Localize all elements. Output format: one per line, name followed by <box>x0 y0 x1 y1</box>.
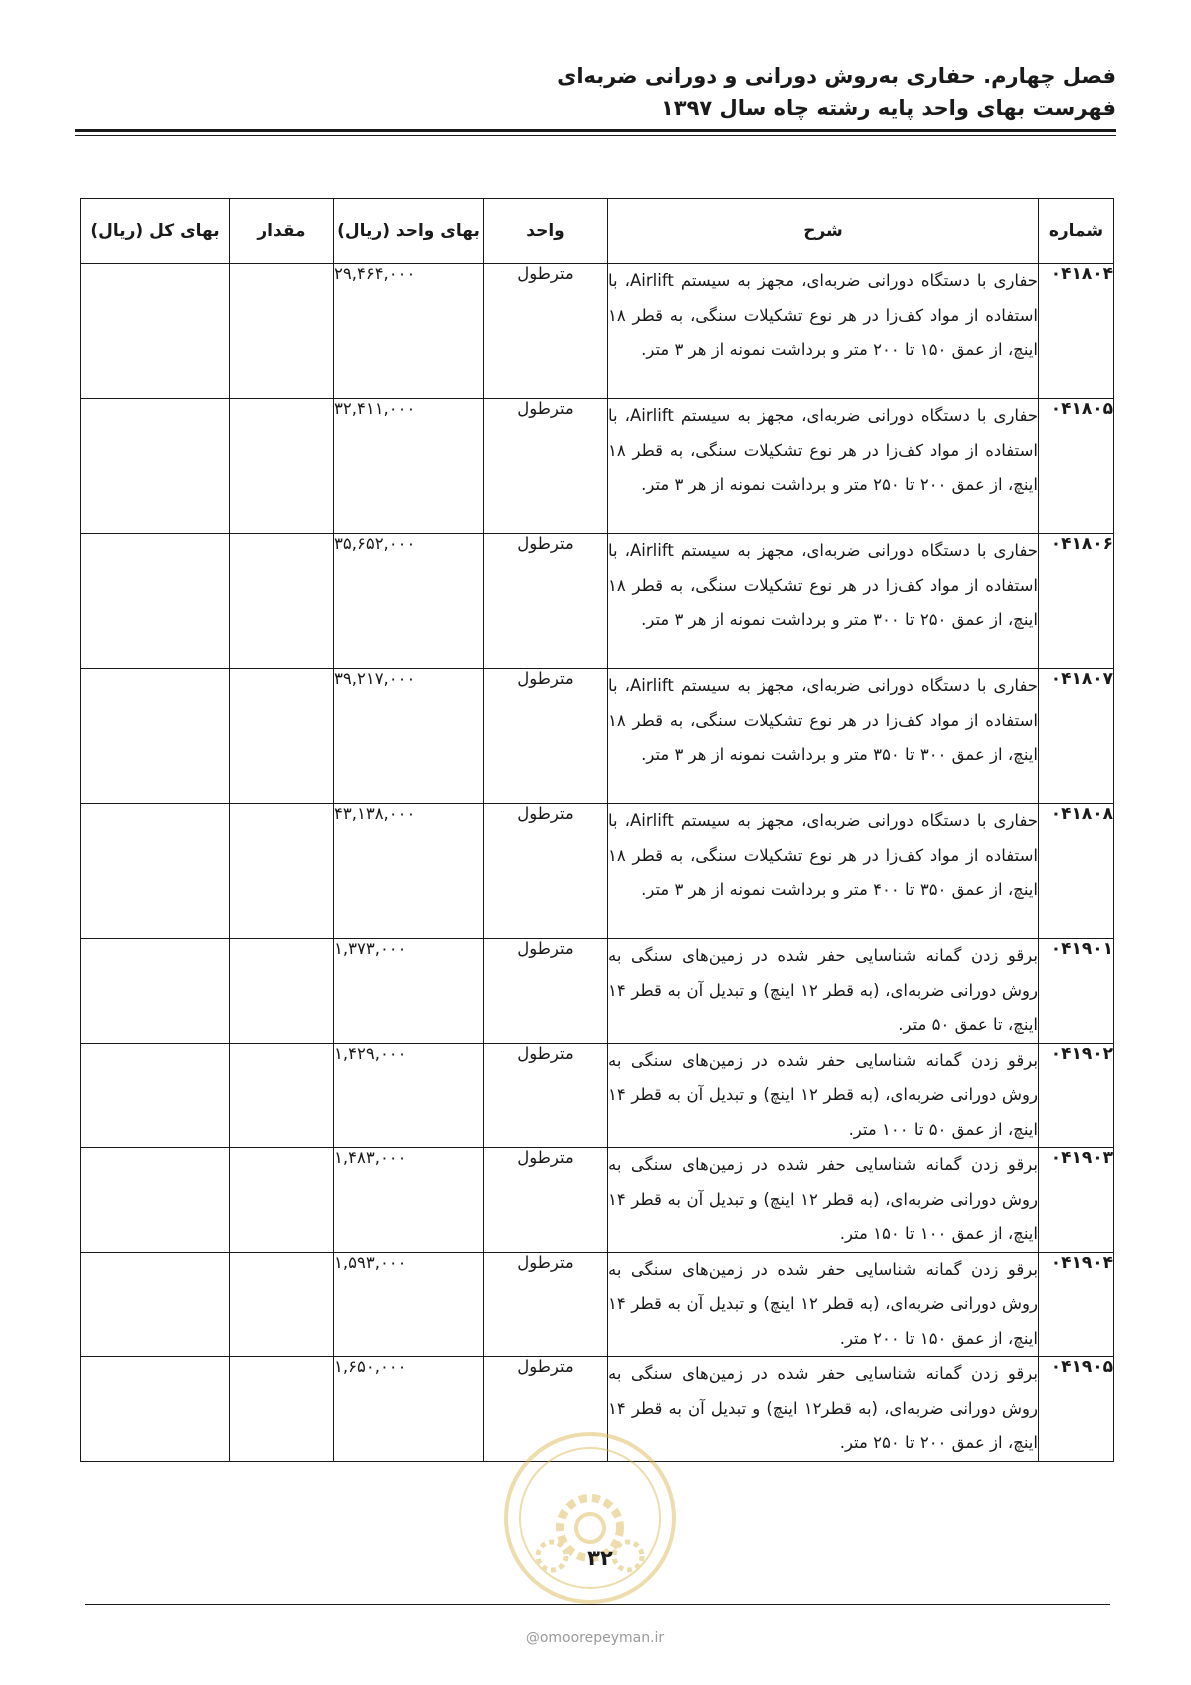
table-row <box>81 939 1114 1044</box>
item-unit: مترطول <box>484 669 608 804</box>
item-number: ۰۴۱۸۰۷ <box>1039 669 1114 804</box>
item-description: برقو زدن گمانه شناسایی حفر شده در زمین‌های سنگی به روش دورانی ضربه‌ای، (به قطر ۱۲ اینچ) و تبدیل آن به قطر ۱۴ اینچ، از عمق ۱۵۰ تا ۲۰۰ متر. <box>608 1252 1039 1357</box>
item-unit: مترطول <box>484 1148 608 1253</box>
table-row <box>81 399 1114 534</box>
item-unit: مترطول <box>484 399 608 534</box>
list-title: فهرست بهای واحد پایه رشته چاه سال ۱۳۹۷ <box>660 96 1116 120</box>
item-unit-price: ۱,۵۹۳,۰۰۰ <box>334 1252 484 1357</box>
item-number: ۰۴۱۹۰۲ <box>1039 1043 1114 1148</box>
item-description: حفاری با دستگاه دورانی ضربه‌ای، مجهز به سیستم Airlift، با استفاده از مواد کف‌زا در هر نوع تشکیلات سنگی، به قطر ۱۸ اینچ، از عمق ۳۰۰ تا ۳۵۰ متر و برداشت نمونه از هر ۳ متر. <box>608 669 1039 804</box>
item-unit-price: ۱,۶۵۰,۰۰۰ <box>334 1357 484 1462</box>
table-row <box>81 1357 1114 1462</box>
column-header-unit-price: بهای واحد (ریال) <box>334 199 484 264</box>
item-total-cell <box>81 1043 230 1148</box>
item-quantity-cell <box>230 1148 334 1253</box>
item-total-cell <box>81 804 230 939</box>
item-quantity-cell <box>230 399 334 534</box>
item-description: حفاری با دستگاه دورانی ضربه‌ای، مجهز به سیستم Airlift، با استفاده از مواد کف‌زا در هر نوع تشکیلات سنگی، به قطر ۱۸ اینچ، از عمق ۱۵۰ تا ۲۰۰ متر و برداشت نمونه از هر ۳ متر. <box>608 264 1039 399</box>
table-row <box>81 1252 1114 1357</box>
item-number: ۰۴۱۹۰۴ <box>1039 1252 1114 1357</box>
table-row <box>81 804 1114 939</box>
item-total-cell <box>81 1252 230 1357</box>
item-description: برقو زدن گمانه شناسایی حفر شده در زمین‌های سنگی به روش دورانی ضربه‌ای، (به قطر ۱۲ اینچ) و تبدیل آن به قطر ۱۴ اینچ، از عمق ۱۰۰ تا ۱۵۰ متر. <box>608 1148 1039 1253</box>
item-quantity-cell <box>230 804 334 939</box>
item-quantity-cell <box>230 1043 334 1148</box>
item-unit-price: ۳۲,۴۱۱,۰۰۰ <box>334 399 484 534</box>
header-rule-thin <box>75 135 1116 136</box>
item-total-cell <box>81 1357 230 1462</box>
item-unit-price: ۴۳,۱۳۸,۰۰۰ <box>334 804 484 939</box>
table-row <box>81 669 1114 804</box>
item-quantity-cell <box>230 534 334 669</box>
item-total-cell <box>81 1148 230 1253</box>
item-total-cell <box>81 264 230 399</box>
item-number: ۰۴۱۹۰۳ <box>1039 1148 1114 1253</box>
item-description: برقو زدن گمانه شناسایی حفر شده در زمین‌های سنگی به روش دورانی ضربه‌ای، (به قطر۱۲ اینچ) و تبدیل آن به قطر ۱۴ اینچ، از عمق ۲۰۰ تا ۲۵۰ متر. <box>608 1357 1039 1462</box>
item-number: ۰۴۱۸۰۸ <box>1039 804 1114 939</box>
item-quantity-cell <box>230 669 334 804</box>
item-unit-price: ۱,۴۸۳,۰۰۰ <box>334 1148 484 1253</box>
column-header-quantity: مقدار <box>230 199 334 264</box>
item-description: حفاری با دستگاه دورانی ضربه‌ای، مجهز به سیستم Airlift، با استفاده از مواد کف‌زا در هر نوع تشکیلات سنگی، به قطر ۱۸ اینچ، از عمق ۲۰۰ تا ۲۵۰ متر و برداشت نمونه از هر ۳ متر. <box>608 399 1039 534</box>
table-row <box>81 264 1114 399</box>
item-description: حفاری با دستگاه دورانی ضربه‌ای، مجهز به سیستم Airlift، با استفاده از مواد کف‌زا در هر نوع تشکیلات سنگی، به قطر ۱۸ اینچ، از عمق ۲۵۰ تا ۳۰۰ متر و برداشت نمونه از هر ۳ متر. <box>608 534 1039 669</box>
item-total-cell <box>81 939 230 1044</box>
item-description: برقو زدن گمانه شناسایی حفر شده در زمین‌های سنگی به روش دورانی ضربه‌ای، (به قطر ۱۲ اینچ) و تبدیل آن به قطر ۱۴ اینچ، از عمق ۵۰ تا ۱۰۰ متر. <box>608 1043 1039 1148</box>
item-quantity-cell <box>230 1357 334 1462</box>
item-unit: مترطول <box>484 1043 608 1148</box>
page-header <box>75 60 1116 124</box>
item-unit-price: ۱,۳۷۳,۰۰۰ <box>334 939 484 1044</box>
column-header-description: شرح <box>608 199 1039 264</box>
table-header-row <box>81 199 1114 264</box>
footer-rule <box>85 1604 1110 1605</box>
chapter-title: فصل چهارم. حفاری به‌روش دورانی و دورانی ضربه‌ای <box>557 64 1116 88</box>
price-list-table <box>80 198 1114 1462</box>
item-number: ۰۴۱۸۰۴ <box>1039 264 1114 399</box>
item-total-cell <box>81 534 230 669</box>
column-header-total-price: بهای کل (ریال) <box>81 199 230 264</box>
table-row <box>81 1148 1114 1253</box>
item-unit-price: ۳۵,۶۵۲,۰۰۰ <box>334 534 484 669</box>
item-quantity-cell <box>230 1252 334 1357</box>
item-quantity-cell <box>230 264 334 399</box>
table-row <box>81 1043 1114 1148</box>
table-row <box>81 534 1114 669</box>
item-description: حفاری با دستگاه دورانی ضربه‌ای، مجهز به سیستم Airlift، با استفاده از مواد کف‌زا در هر نوع تشکیلات سنگی، به قطر ۱۸ اینچ، از عمق ۳۵۰ تا ۴۰۰ متر و برداشت نمونه از هر ۳ متر. <box>608 804 1039 939</box>
item-unit-price: ۲۹,۴۶۴,۰۰۰ <box>334 264 484 399</box>
item-description: برقو زدن گمانه شناسایی حفر شده در زمین‌های سنگی به روش دورانی ضربه‌ای، (به قطر ۱۲ اینچ) و تبدیل آن به قطر ۱۴ اینچ، تا عمق ۵۰ متر. <box>608 939 1039 1044</box>
item-total-cell <box>81 399 230 534</box>
item-number: ۰۴۱۹۰۵ <box>1039 1357 1114 1462</box>
item-number: ۰۴۱۹۰۱ <box>1039 939 1114 1044</box>
item-unit: مترطول <box>484 534 608 669</box>
header-rule-thick <box>75 129 1116 132</box>
item-unit-price: ۳۹,۲۱۷,۰۰۰ <box>334 669 484 804</box>
item-unit: مترطول <box>484 1252 608 1357</box>
column-header-number: شماره <box>1039 199 1114 264</box>
item-unit: مترطول <box>484 939 608 1044</box>
column-header-unit: واحد <box>484 199 608 264</box>
item-number: ۰۴۱۸۰۶ <box>1039 534 1114 669</box>
item-unit: مترطول <box>484 1357 608 1462</box>
site-credit: @omoorepeyman.ir <box>525 1630 665 1646</box>
item-unit-price: ۱,۴۲۹,۰۰۰ <box>334 1043 484 1148</box>
item-unit: مترطول <box>484 264 608 399</box>
item-unit: مترطول <box>484 804 608 939</box>
item-number: ۰۴۱۸۰۵ <box>1039 399 1114 534</box>
item-total-cell <box>81 669 230 804</box>
item-quantity-cell <box>230 939 334 1044</box>
page-number: ۳۲ <box>587 1546 613 1570</box>
